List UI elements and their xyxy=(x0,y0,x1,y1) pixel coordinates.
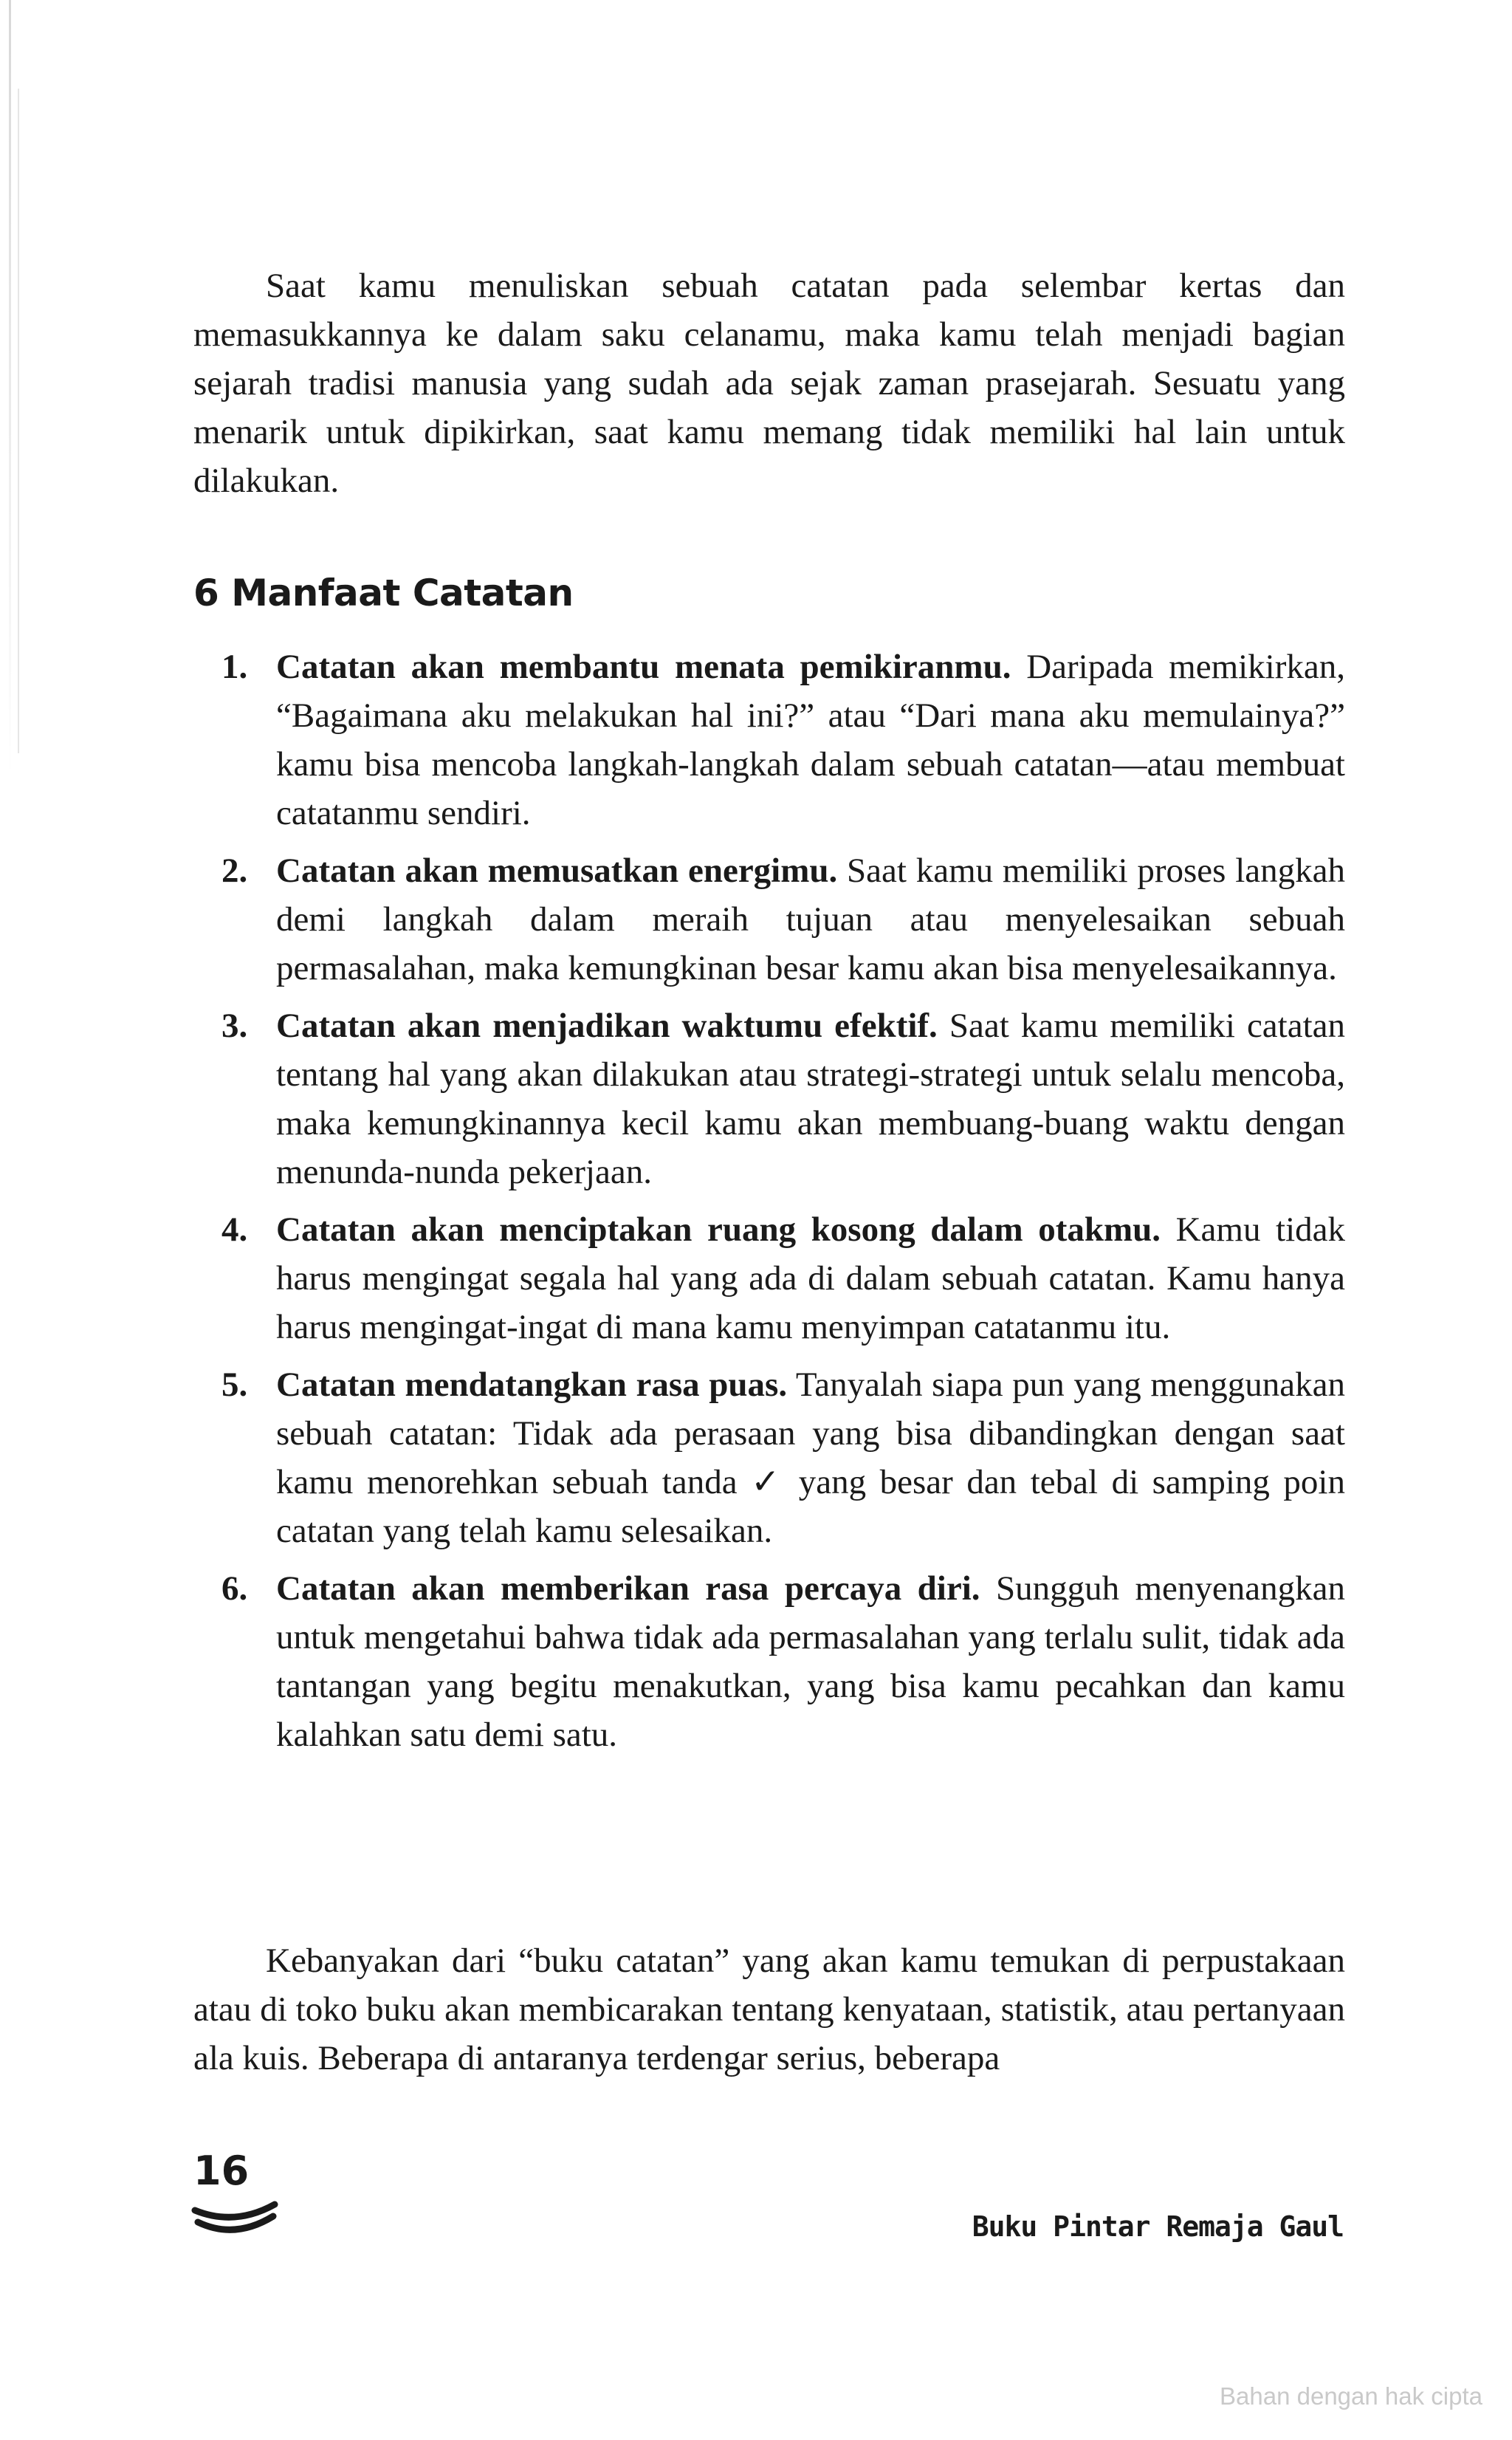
item-text: Saat kamu memiliki catatan tentang hal yang akan dilakukan atau strategi-strategi untuk selalu mencoba, maka kemungkinannya kecil kamu akan membuang-buang waktu dengan menunda-nunda pekerjaan. xyxy=(276,1007,1346,1191)
item-number: 2. xyxy=(221,851,248,890)
section-heading: 6 Manfaat Catatan xyxy=(193,572,574,614)
item-number: 5. xyxy=(221,1365,248,1404)
list-item xyxy=(193,1360,1345,1555)
item-text: Kamu tidak harus mengingat segala hal yang ada di dalam sebuah catatan. Kamu hanya harus mengingat-ingat di mana kamu menyimpan catatanmu itu. xyxy=(276,1210,1345,1346)
item-title: Catatan akan memusatkan energimu. xyxy=(276,851,838,890)
list-item xyxy=(193,1205,1345,1351)
benefits-list xyxy=(193,642,1345,1768)
list-item xyxy=(193,1564,1345,1759)
item-number: 3. xyxy=(221,1007,248,1045)
book-title: Buku Pintar Remaja Gaul xyxy=(972,2210,1344,2243)
item-title: Catatan akan menjadikan waktumu efektif. xyxy=(276,1007,938,1045)
folio-ornament-icon xyxy=(190,2197,279,2241)
intro-paragraph: Saat kamu menuliskan sebuah catatan pada selembar kertas dan memasukkannya ke dalam saku celanamu, maka kamu telah menjadi bagian sejarah tradisi manusia yang sudah ada sejak zaman prasejarah. Sesuatu yang menarik untuk dipikirkan, saat kamu memang tidak memiliki hal lain untuk dilakukan. xyxy=(193,267,1345,500)
scan-edge-line xyxy=(18,89,19,753)
copyright-watermark: Bahan dengan hak cipta xyxy=(1220,2382,1482,2410)
outro-paragraph: Kebanyakan dari “buku catatan” yang akan kamu temukan di perpustakaan atau di toko buku akan membicarakan tentang kenyataan, statistik, atau pertanyaan ala kuis. Beberapa di antaranya terdengar serius, beberapa xyxy=(193,1942,1345,2077)
item-number: 1. xyxy=(221,648,248,686)
page-number: 16 xyxy=(193,2148,250,2194)
item-number: 4. xyxy=(221,1210,248,1249)
list-item xyxy=(193,642,1345,837)
item-title: Catatan mendatangkan rasa puas. xyxy=(276,1365,788,1404)
item-title: Catatan akan membantu menata pemikiranmu. xyxy=(276,648,1011,686)
item-text: Saat kamu memiliki proses langkah demi langkah dalam meraih tujuan atau menyelesaikan sebuah permasalahan, maka kemungkinan besar kamu akan bisa menyelesaikannya. xyxy=(276,851,1345,987)
list-item xyxy=(193,1001,1345,1196)
item-text: Daripada memikirkan, “Bagaimana aku melakukan hal ini?” atau “Dari mana aku memulainya?” kamu bisa mencoba langkah-langkah dalam sebuah catatan—atau membuat catatanmu sendiri. xyxy=(276,648,1346,832)
item-title: Catatan akan menciptakan ruang kosong dalam otakmu. xyxy=(276,1210,1161,1249)
item-number: 6. xyxy=(221,1569,248,1608)
item-text: Sungguh menyenangkan untuk mengetahui bahwa tidak ada permasalahan yang terlalu sulit, tidak ada tantangan yang begitu menakutkan, yang bisa kamu pecahkan dan kamu kalahkan satu demi satu. xyxy=(276,1569,1345,1754)
list-item xyxy=(193,846,1345,993)
scan-edge xyxy=(9,0,11,775)
item-title: Catatan akan memberikan rasa percaya diri. xyxy=(276,1569,980,1608)
item-text: Tanyalah siapa pun yang menggunakan sebuah catatan: Tidak ada perasaan yang bisa dibandingkan dengan saat kamu menorehkan sebuah tanda ✓ yang besar dan tebal di samping poin catatan yang telah kamu selesaikan. xyxy=(276,1365,1346,1550)
